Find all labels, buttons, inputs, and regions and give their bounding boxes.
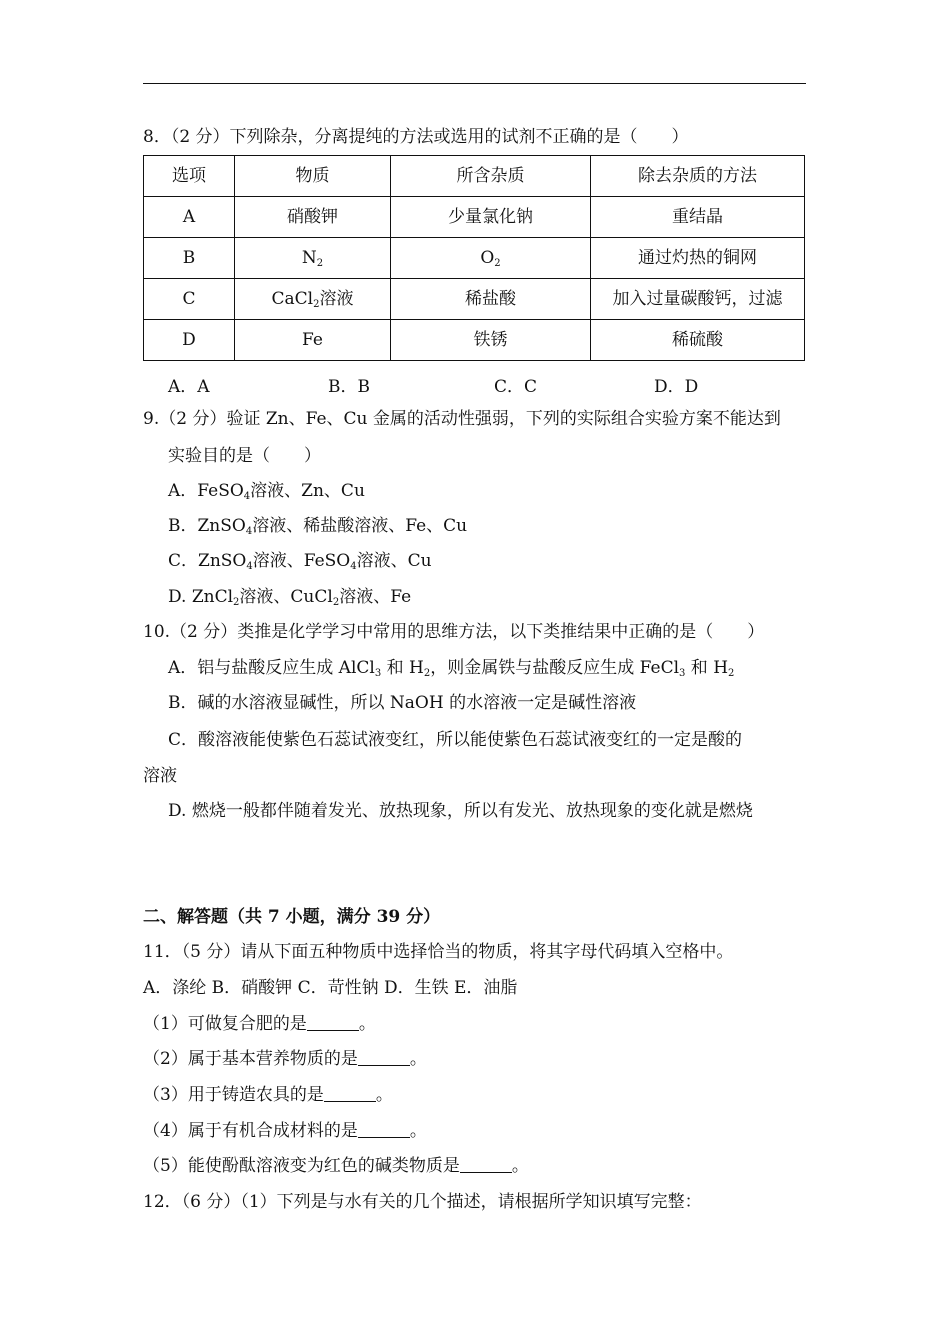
q8-table [143, 155, 805, 361]
table-cell-method: 加入过量碳酸钙，过滤 [591, 279, 805, 320]
table-cell-method: 重结晶 [591, 197, 805, 238]
q9-option-a: A．FeSO$_4$溶液、Zn、Cu [168, 481, 365, 502]
q8-choice-d: D．D [654, 377, 699, 397]
table-header-cell: 选项 [144, 156, 235, 197]
table-cell-substance: Fe [235, 320, 391, 361]
table-cell-substance: $N_2$ [235, 238, 391, 279]
q8-choice-c: C．C [494, 377, 538, 397]
q11-item: （3）用于铸造农具的是 。 [143, 1085, 393, 1105]
q10-option-a: A．铝与盐酸反应生成 AlCl$_3$ 和 $H_2$，则金属铁与盐酸反应生成 FeCl$_3$ 和 $H_2$ [168, 658, 735, 679]
answer-blank[interactable] [358, 1049, 410, 1066]
table-cell-impurity: 少量氯化钠 [391, 197, 591, 238]
q9-option-c: C．ZnSO$_4$溶液、FeSO$_4$溶液、Cu [168, 551, 432, 572]
table-row [144, 320, 805, 361]
q11-item: （5）能使酚酞溶液变为红色的碱类物质是 。 [143, 1156, 529, 1176]
q10-option-c: C．酸溶液能使紫色石蕊试液变红，所以能使紫色石蕊试液变红的一定是酸的 [168, 730, 743, 750]
q11-item: （1）可做复合肥的是 。 [143, 1014, 376, 1034]
table-header-cell: 所含杂质 [391, 156, 591, 197]
answer-blank[interactable] [358, 1121, 410, 1138]
table-cell-substance: 硝酸钾 [235, 197, 391, 238]
table-row [144, 197, 805, 238]
q9-option-b: B．ZnSO$_4$溶液、稀盐酸溶液、Fe、Cu [168, 516, 468, 537]
q8-choice-a: A．A [168, 377, 210, 397]
q8-choice-b: B．B [328, 377, 370, 397]
q11-item: （2）属于基本营养物质的是 。 [143, 1049, 427, 1069]
table-cell-impurity: 铁锈 [391, 320, 591, 361]
q9-stem-cont: 实验目的是（ ） [168, 446, 321, 466]
table-cell-option: B [144, 238, 235, 279]
table-cell-method: 通过灼热的铜网 [591, 238, 805, 279]
q8-choices [168, 372, 728, 397]
q10-option-d: D. 燃烧一般都伴随着发光、放热现象，所以有发光、放热现象的变化就是燃烧 [168, 801, 753, 821]
header-rule [143, 83, 806, 84]
table-cell-impurity: $O_2$ [391, 238, 591, 279]
q11-item: （4）属于有机合成材料的是 。 [143, 1121, 427, 1141]
table-cell-impurity: 稀盐酸 [391, 279, 591, 320]
table-cell-method: 稀硫酸 [591, 320, 805, 361]
table-cell-option: D [144, 320, 235, 361]
table-row [144, 279, 805, 320]
q12-stem: 12．（6 分）（1）下列是与水有关的几个描述，请根据所学知识填写完整： [143, 1192, 702, 1212]
q10-option-c-cont: 溶液 [143, 766, 177, 786]
table-header-cell: 除去杂质的方法 [591, 156, 805, 197]
table-header-row [144, 156, 805, 197]
table-header-cell: 物质 [235, 156, 391, 197]
answer-blank[interactable] [307, 1014, 359, 1031]
table-cell-option: C [144, 279, 235, 320]
q11-options: A．涤纶 B．硝酸钾 C．苛性钠 D．生铁 E．油脂 [143, 978, 518, 998]
table-row [144, 238, 805, 279]
q8-stem: 8．（2 分）下列除杂，分离提纯的方法或选用的试剂不正确的是（ ） [143, 127, 689, 147]
section-title: 二、解答题（共 7 小题，满分 39 分） [143, 907, 441, 927]
q9-option-d: D. ZnCl$_2$溶液、CuCl$_2$溶液、Fe [168, 587, 412, 608]
table-cell-option: A [144, 197, 235, 238]
q10-stem: 10.（2 分）类推是化学学习中常用的思维方法，以下类推结果中正确的是（ ） [143, 622, 765, 642]
answer-blank[interactable] [324, 1085, 376, 1102]
q10-option-b: B．碱的水溶液显碱性，所以 NaOH 的水溶液一定是碱性溶液 [168, 693, 637, 713]
q11-stem: 11．（5 分）请从下面五种物质中选择恰当的物质，将其字母代码填入空格中。 [143, 942, 734, 962]
table-cell-substance: CaCl$_2$溶液 [235, 279, 391, 320]
q9-stem: 9.（2 分）验证 Zn、Fe、Cu 金属的活动性强弱，下列的实际组合实验方案不能达到 [143, 409, 781, 429]
answer-blank[interactable] [460, 1156, 512, 1173]
